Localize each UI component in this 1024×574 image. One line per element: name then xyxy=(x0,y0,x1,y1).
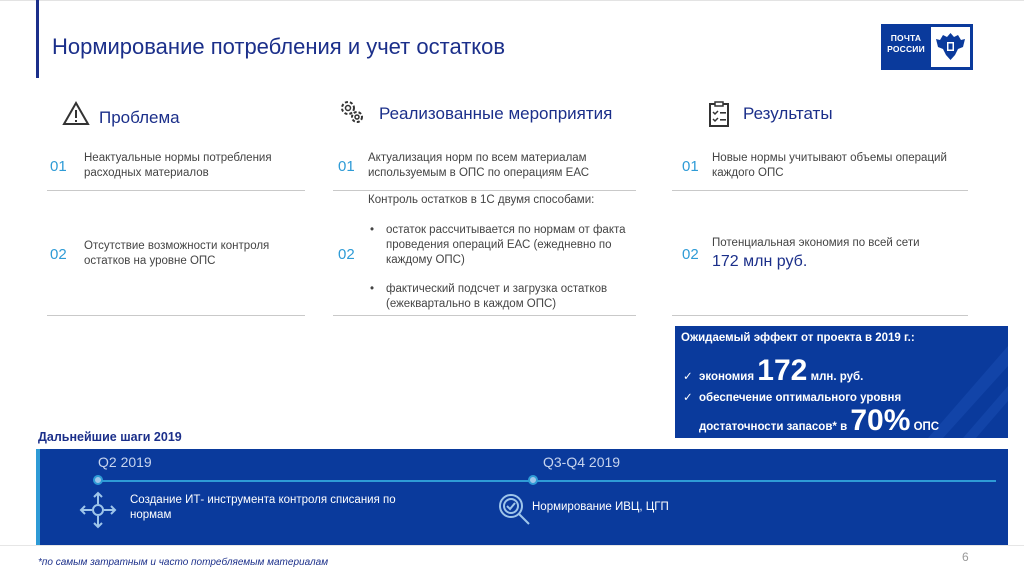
expected-effect-panel xyxy=(675,326,1008,438)
effect-stock-unit: ОПС xyxy=(913,421,940,433)
measures-heading: Реализованные мероприятия xyxy=(379,104,613,123)
footer-divider xyxy=(0,545,1024,546)
timeline-accent-bar xyxy=(36,449,40,545)
check-icon: ✓ xyxy=(683,371,693,383)
stage-2-period: Q3-Q4 2019 xyxy=(543,454,621,470)
measures-divider-2 xyxy=(333,315,636,316)
timeline-dot-1 xyxy=(93,475,103,485)
problem-divider-1 xyxy=(47,190,305,191)
gears-icon xyxy=(337,97,365,125)
effect-savings-unit: млн. руб. xyxy=(810,371,864,383)
measures-item-1-text: Актуализация норм по всем материалам используемым в ОПС по операциям ЕАС xyxy=(368,152,590,179)
eagle-emblem-icon xyxy=(931,27,970,67)
results-divider-1 xyxy=(672,190,968,191)
measures-item-1-number: 01 xyxy=(338,158,355,175)
effect-savings-value: 172 xyxy=(757,354,808,387)
stage-1-text: Создание ИТ- инструмента контроля списания по нормам xyxy=(130,494,396,521)
problem-heading: Проблема xyxy=(99,108,180,127)
problem-item-1-text: Неактуальные нормы потребления расходных материалов xyxy=(84,152,272,179)
logo-text: ПОЧТА РОССИИ xyxy=(887,33,925,54)
timeline-axis xyxy=(96,480,996,482)
effect-stock-line xyxy=(683,390,901,404)
effect-savings-label: экономия xyxy=(699,371,755,383)
effect-stock-line-2 xyxy=(699,404,939,438)
problem-item-2-number: 02 xyxy=(50,246,67,263)
stage-1-period: Q2 2019 xyxy=(98,454,152,470)
page-number: 6 xyxy=(962,550,969,564)
magnifier-check-icon xyxy=(494,489,534,529)
measures-item-2-number: 02 xyxy=(338,246,355,263)
results-divider-2 xyxy=(672,315,968,316)
warning-icon xyxy=(62,100,90,128)
effect-savings-line xyxy=(683,354,863,388)
effect-stock-prefix: достаточности запасов* в xyxy=(699,421,848,433)
measures-item-2-intro: Контроль остатков в 1С двумя способами: xyxy=(368,194,595,206)
footnote: *по самым затратным и часто потребляемым материалам xyxy=(38,557,329,568)
timeline-dot-2 xyxy=(528,475,538,485)
problem-item-1-number: 01 xyxy=(50,158,67,175)
problem-item-2-text: Отсутствие возможности контроля остатков на уровне ОПС xyxy=(84,240,270,267)
move-arrows-icon xyxy=(78,490,118,530)
results-item-2-number: 02 xyxy=(682,246,699,263)
results-item-1-text: Новые нормы учитывают объемы операций каждого ОПС xyxy=(712,152,947,179)
page-title: Нормирование потребления и учет остатков xyxy=(52,34,506,59)
results-savings-value: 172 млн руб. xyxy=(712,253,808,270)
problem-divider-2 xyxy=(47,315,305,316)
measures-divider-1 xyxy=(333,190,636,191)
title-accent-bar xyxy=(36,0,39,78)
measures-bullet-1: • остаток рассчитывается по нормам от факта проведения операций ЕАС (ежедневно по каждому ОПС) xyxy=(368,223,660,268)
next-steps-timeline xyxy=(36,449,1008,545)
stage-2-text: Нормирование ИВЦ, ЦГП xyxy=(532,501,669,513)
next-steps-title: Дальнейшие шаги 2019 xyxy=(38,430,182,444)
results-item-1-number: 01 xyxy=(682,158,699,175)
top-divider xyxy=(0,0,1024,1)
results-heading: Результаты xyxy=(743,104,833,123)
check-icon: ✓ xyxy=(683,392,693,404)
effect-stock-label: обеспечение оптимального уровня xyxy=(699,392,902,404)
effect-stock-value: 70% xyxy=(850,404,911,437)
checklist-icon xyxy=(705,100,733,128)
measures-bullet-list xyxy=(368,223,660,326)
results-item-2-text: Потенциальная экономия по всей сети xyxy=(712,237,920,249)
russian-post-logo xyxy=(881,24,973,70)
measures-bullet-2: • фактический подсчет и загрузка остатков (ежеквартально в каждом ОПС) xyxy=(368,282,660,312)
effect-title: Ожидаемый эффект от проекта в 2019 г.: xyxy=(681,332,915,344)
